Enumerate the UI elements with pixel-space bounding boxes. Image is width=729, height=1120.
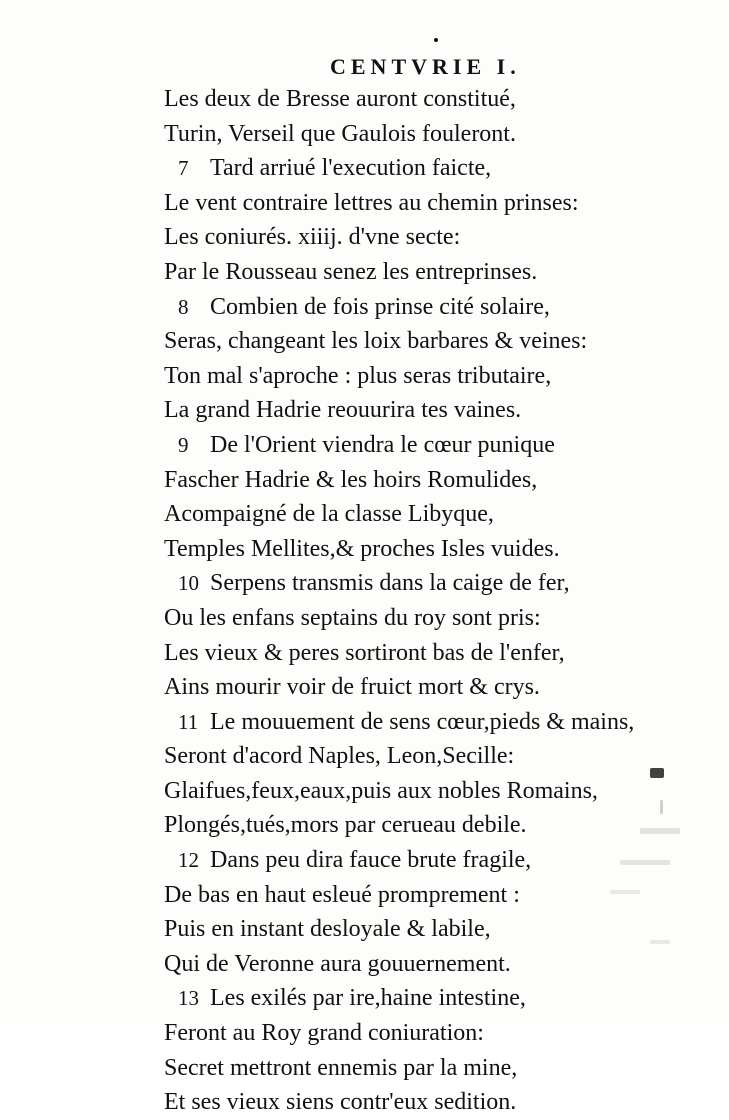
verse-text: Les vieux & peres sortiront bas de l'enfer, xyxy=(164,639,565,666)
verse-text: Serpens transmis dans la caige de fer, xyxy=(210,570,570,597)
verse-line xyxy=(164,220,714,255)
verse-text: Par le Rousseau senez les entreprinses. xyxy=(164,258,538,285)
verse-text: Turin, Verseil que Gaulois fouleront. xyxy=(164,120,516,147)
verse-text: Temples Mellites,& proches Isles vuides. xyxy=(164,535,560,562)
ink-smudge xyxy=(650,940,670,944)
verse-line xyxy=(164,878,714,913)
verse-line xyxy=(164,636,714,671)
verse-text: Feront au Roy grand coniuration: xyxy=(164,1020,484,1047)
verse-line xyxy=(164,324,714,359)
verse-text: Acompaigné de la classe Libyque, xyxy=(164,501,494,528)
verse-line xyxy=(164,912,714,947)
verse-line xyxy=(164,1085,714,1120)
verse-line xyxy=(164,739,714,774)
ink-smudge xyxy=(610,890,640,894)
verse-text: Les coniurés. xiiij. d'vne secte: xyxy=(164,224,461,251)
verse-line xyxy=(164,1051,714,1086)
quatrain-number: 10 xyxy=(178,571,199,596)
quatrain-text xyxy=(164,82,714,1120)
ink-smudge xyxy=(650,768,664,778)
verse-line xyxy=(164,774,714,809)
verse-line xyxy=(164,393,714,428)
quatrain-first-line xyxy=(164,428,714,463)
verse-line xyxy=(164,117,714,152)
verse-text: Les deux de Bresse auront constitué, xyxy=(164,86,516,112)
quatrain-number: 8 xyxy=(178,294,189,319)
verse-text: Et ses vieux siens contr'eux sedition. xyxy=(164,1089,517,1116)
quatrain-first-line xyxy=(164,566,714,601)
quatrain-first-line xyxy=(164,290,714,325)
verse-text: Combien de fois prinse cité solaire, xyxy=(210,293,550,320)
ink-smudge xyxy=(660,800,663,814)
verse-text: Plongés,tués,mors par cerueau debile. xyxy=(164,812,527,839)
verse-text: Le mouuement de sens cœur,pieds & mains, xyxy=(210,708,635,735)
quatrain-number: 13 xyxy=(178,986,199,1011)
verse-text: La grand Hadrie reouurira tes vaines. xyxy=(164,397,522,424)
verse-text: Fascher Hadrie & les hoirs Romulides, xyxy=(164,466,538,493)
quatrain-number: 12 xyxy=(178,848,199,873)
quatrain-number: 9 xyxy=(178,432,189,457)
ink-dot xyxy=(434,38,438,42)
verse-line xyxy=(164,497,714,532)
verse-line xyxy=(164,359,714,394)
verse-text: Les exilés par ire,haine intestine, xyxy=(210,985,526,1012)
verse-text: De bas en haut esleué promprement : xyxy=(164,881,520,908)
verse-text: Ou les enfans septains du roy sont pris: xyxy=(164,604,541,631)
verse-line xyxy=(164,255,714,290)
verse-line xyxy=(164,601,714,636)
verse-text: Tard arriué l'execution faicte, xyxy=(210,155,492,182)
page-header: CENTVRIE I. xyxy=(330,54,521,79)
ink-smudge xyxy=(620,860,670,865)
verse-text: De l'Orient viendra le cœur punique xyxy=(210,431,555,458)
verse-text: Qui de Veronne aura gouuernement. xyxy=(164,950,511,977)
verse-line xyxy=(164,463,714,498)
ink-smudge xyxy=(640,828,680,834)
quatrain-first-line xyxy=(164,981,714,1016)
verse-line xyxy=(164,532,714,567)
verse-text: Ains mourir voir de fruict mort & crys. xyxy=(164,674,540,701)
quatrain-number: 7 xyxy=(178,156,189,181)
verse-text: Le vent contraire lettres au chemin prinses: xyxy=(164,189,579,216)
verse-text: Seras, changeant les loix barbares & veines: xyxy=(164,328,588,355)
verse-text: Secret mettront ennemis par la mine, xyxy=(164,1054,518,1081)
quatrain-number: 11 xyxy=(178,709,199,734)
verse-text: Dans peu dira fauce brute fragile, xyxy=(210,847,532,874)
verse-line xyxy=(164,186,714,221)
verse-text: Glaifues,feux,eaux,puis aux nobles Romains, xyxy=(164,777,598,804)
quatrain-first-line xyxy=(164,151,714,186)
verse-text: Puis en instant desloyale & labile, xyxy=(164,916,491,943)
verse-line xyxy=(164,1016,714,1051)
verse-line xyxy=(164,947,714,982)
verse-text: Seront d'acord Naples, Leon,Secille: xyxy=(164,743,515,770)
verse-line xyxy=(164,670,714,705)
verse-line xyxy=(164,808,714,843)
verse-line xyxy=(164,82,714,117)
verse-text: Ton mal s'aproche : plus seras tributaire, xyxy=(164,362,552,389)
quatrain-first-line xyxy=(164,705,714,740)
